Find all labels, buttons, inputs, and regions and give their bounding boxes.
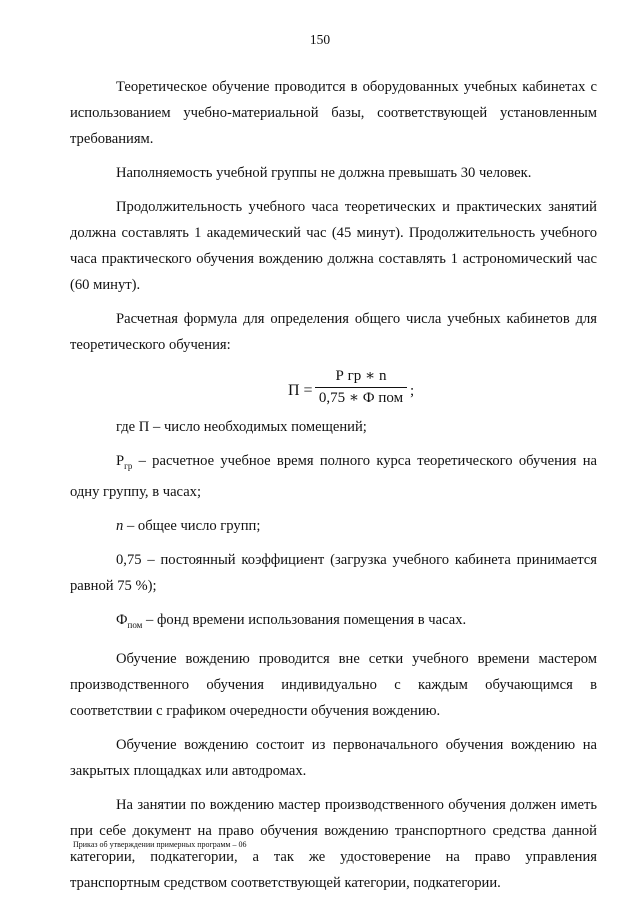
formula-lhs: П = (288, 382, 313, 399)
def-rgr-text: – расчетное учебное время полного курса теоретического обучения на одну группу, в часах; (70, 453, 597, 500)
paragraph-def-rgr (70, 448, 597, 505)
symbol-f: Ф (116, 611, 128, 628)
paragraph-group-size: Наполняемость учебной группы не должна превышать 30 человек. (116, 165, 532, 181)
paragraph-def-p: где П – число необходимых помещений; (116, 419, 367, 435)
def-n-text: – общее число групп; (123, 517, 261, 534)
footer-note: Приказ об утверждении примерных программ – 06 (73, 840, 247, 849)
paragraph-driving-initial: Обучение вождению состоит из первоначального обучения вождению на закрытых площадках или автодромах. (70, 736, 597, 779)
symbol-r: Р (116, 453, 125, 469)
paragraph-theory: Теоретическое обучение проводится в оборудованных учебных кабинетах с использованием учебно-материальной базы, соответствующей установленным требованиям. (70, 79, 597, 147)
symbol-n: n (116, 517, 124, 534)
paragraph-def-fpom (70, 607, 597, 638)
body-text (70, 74, 597, 904)
paragraph-def-n (70, 513, 597, 539)
page-number: 150 (309, 32, 331, 47)
def-fpom-text: – фонд времени использования помещения в часах. (142, 611, 467, 628)
paragraph-driving: Обучение вождению проводится вне сетки учебного времени мастером производственного обучения индивидуально с каждым обучающимся в соответствии с графиком очередности обучения вождению. (70, 650, 597, 719)
formula-fraction (315, 366, 407, 409)
formula-numerator: Р гр ∗ n (315, 366, 407, 388)
symbol-f-sub: пом (127, 619, 143, 630)
formula-terminator: ; (410, 383, 415, 399)
paragraph-def-coef: 0,75 – постоянный коэффициент (загрузка учебного кабинета принимается равной 75 %); (70, 551, 597, 594)
paragraph-instructor: На занятии по вождению мастер производственного обучения должен иметь при себе документ на право обучения вождению транспортного средства данной категории, подкатегории, а так же удостоверение на право управления транспортным средством соответствующей категории, подкатегории. (70, 796, 597, 891)
paragraph-formula-intro: Расчетная формула для определения общего числа учебных кабинетов для теоретического обучения: (70, 311, 597, 353)
paragraph-duration: Продолжительность учебного часа теоретических и практических занятий должна составлять 1 академический час (45 минут). Продолжительность учебного часа практического обучения вождению должна составлять 1 астрономический час (60 минут). (70, 199, 597, 293)
formula (70, 366, 597, 412)
symbol-r-sub: гр (124, 460, 133, 471)
formula-denominator: 0,75 ∗ Ф пом (318, 390, 404, 406)
